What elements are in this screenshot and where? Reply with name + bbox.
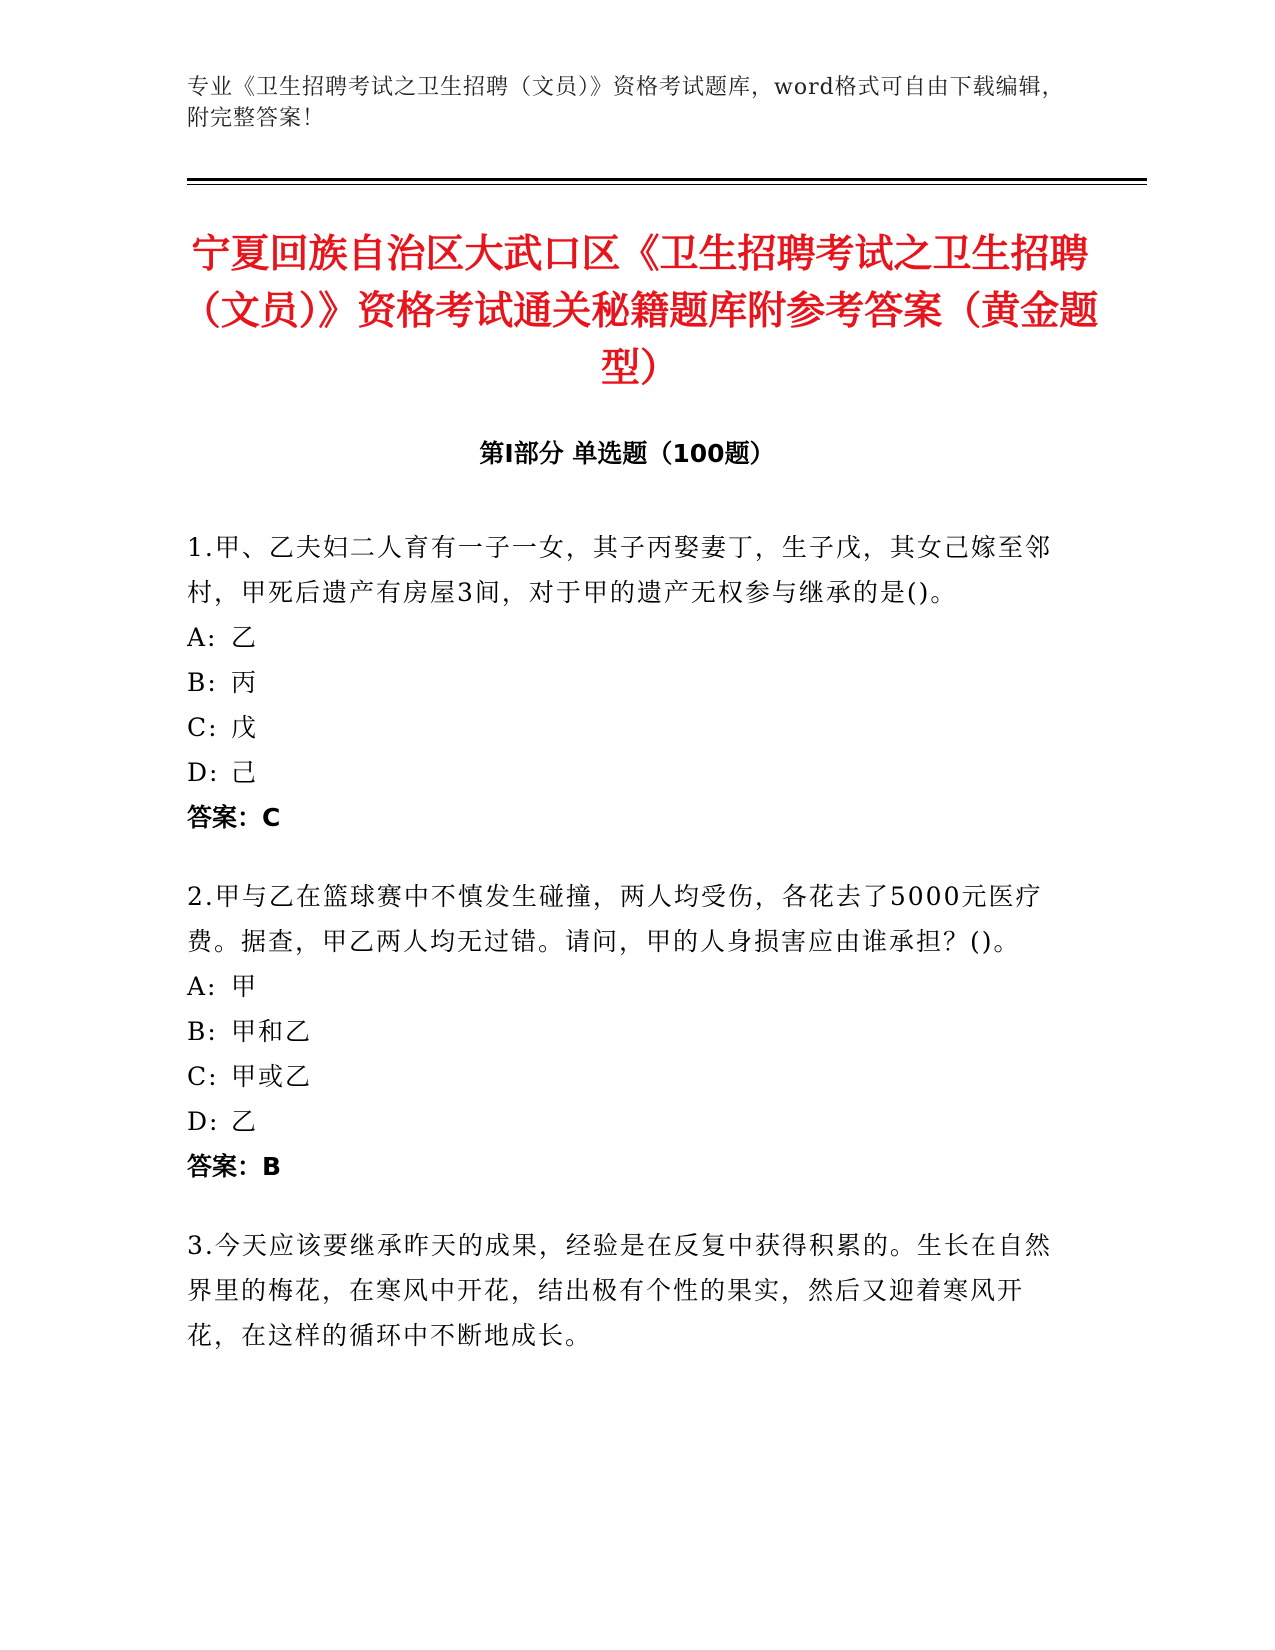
- header-divider-thin: [187, 184, 1147, 185]
- section-title: 第Ⅰ部分 单选题（100题）: [479, 439, 775, 468]
- document-title: 宁夏回族自治区大武口区《卫生招聘考试之卫生招聘（文员）》资格考试通关秘籍题库附参考答案（黄金题型）: [181, 232, 1099, 391]
- option-text: 戊: [231, 713, 259, 742]
- option-b: [187, 660, 1067, 705]
- question-3: [187, 1223, 1067, 1358]
- option-key: C:: [187, 713, 219, 742]
- question-2: [187, 874, 1067, 1189]
- option-a: [187, 964, 1067, 1009]
- option-key: C:: [187, 1062, 219, 1091]
- option-text: 乙: [231, 623, 259, 652]
- answer-line: 答案：B: [187, 1152, 282, 1181]
- question-stem: 2.甲与乙在篮球赛中不慎发生碰撞，两人均受伤，各花去了5000元医疗费。据查，甲乙两人均无过错。请问，甲的人身损害应由谁承担？()。: [187, 882, 1043, 956]
- question-list: [187, 525, 1067, 1392]
- option-text: 丙: [231, 668, 259, 697]
- option-text: 己: [231, 758, 259, 787]
- option-key: B:: [187, 1017, 218, 1046]
- option-text: 甲和乙: [231, 1017, 313, 1046]
- option-key: D:: [187, 1107, 220, 1136]
- question-1: [187, 525, 1067, 840]
- option-text: 乙: [231, 1107, 259, 1136]
- option-list: [187, 964, 1067, 1144]
- option-key: D:: [187, 758, 220, 787]
- option-b: [187, 1009, 1067, 1054]
- option-d: [187, 1099, 1067, 1144]
- option-list: [187, 615, 1067, 795]
- answer-line: 答案：C: [187, 803, 281, 832]
- header-divider-thick: [187, 178, 1147, 181]
- option-key: A:: [187, 972, 218, 1001]
- option-text: 甲或乙: [231, 1062, 313, 1091]
- option-key: B:: [187, 668, 218, 697]
- option-d: [187, 750, 1067, 795]
- option-text: 甲: [231, 972, 259, 1001]
- question-stem: 1.甲、乙夫妇二人育有一子一女，其子丙娶妻丁，生子戊，其女己嫁至邻村，甲死后遗产有房屋3间，对于甲的遗产无权参与继承的是()。: [187, 533, 1052, 607]
- option-a: [187, 615, 1067, 660]
- option-key: A:: [187, 623, 218, 652]
- option-c: [187, 705, 1067, 750]
- option-c: [187, 1054, 1067, 1099]
- question-stem: 3.今天应该要继承昨天的成果，经验是在反复中获得积累的。生长在自然界里的梅花，在寒风中开花，结出极有个性的果实，然后又迎着寒风开花，在这样的循环中不断地成长。: [187, 1231, 1052, 1350]
- header-note: 专业《卫生招聘考试之卫生招聘（文员）》资格考试题库，word格式可自由下载编辑，附完整答案！: [187, 75, 1065, 131]
